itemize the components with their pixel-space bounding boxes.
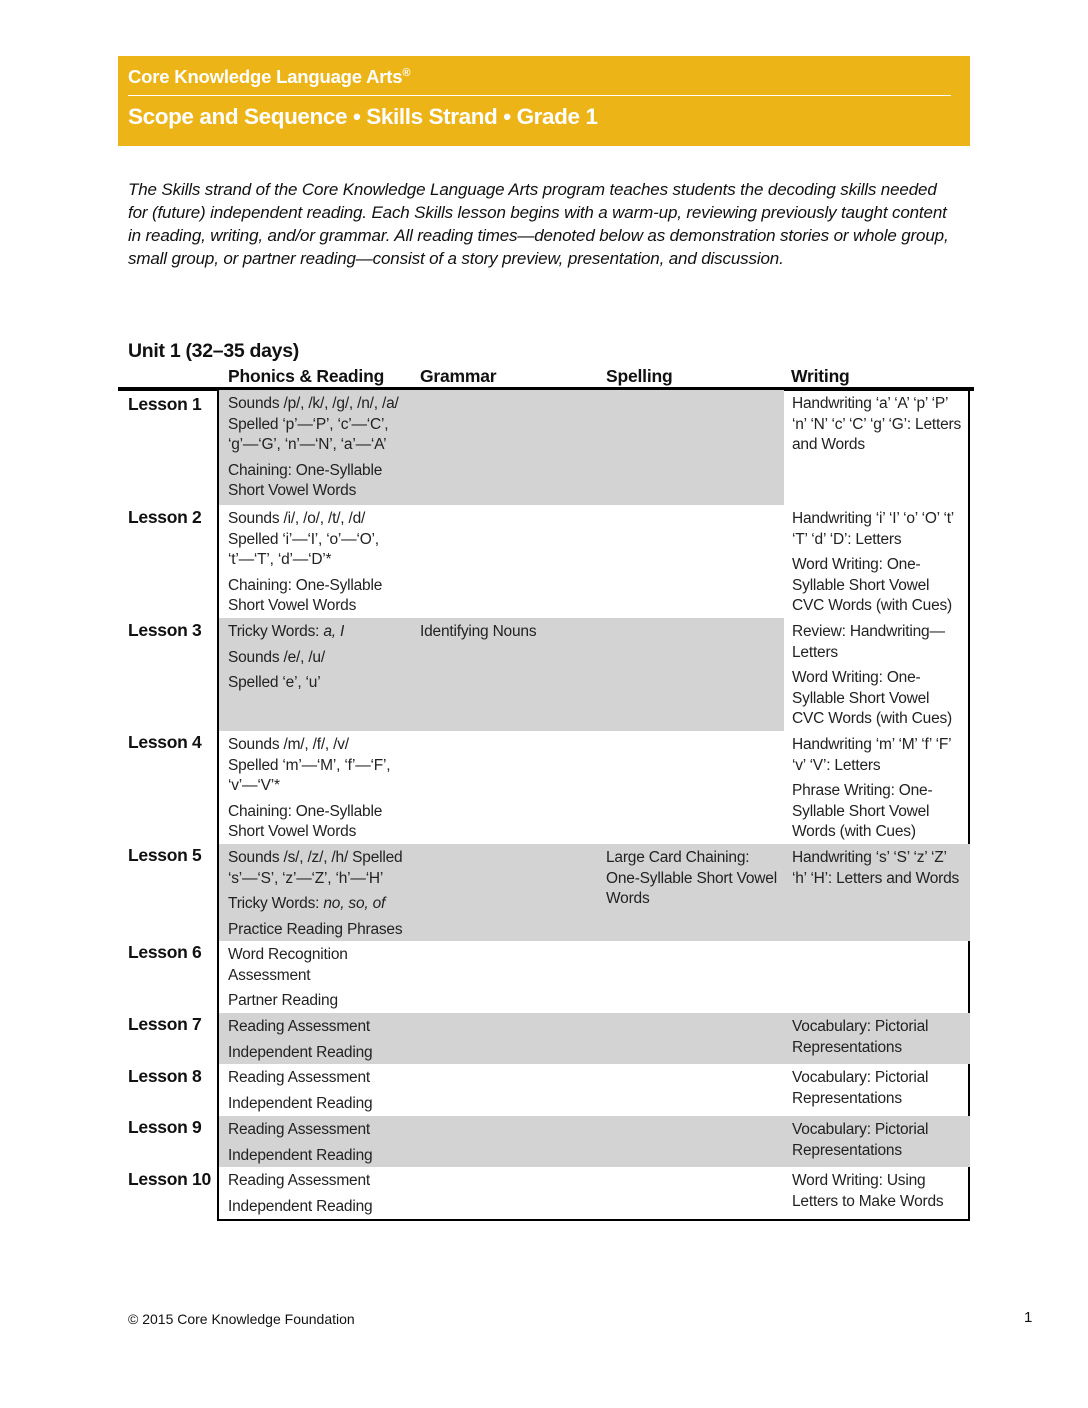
column-header-writing: Writing [791,366,850,386]
grammar-cell [409,1116,598,1167]
cell-text: Sounds /i/, /o/, /t/, /d/ Spelled ‘i’—‘I’, ‘o’—‘O’, ‘t’—‘T’, ‘d’—‘D’* [228,510,379,568]
spelling-cell [598,1167,784,1219]
phonics-cell [219,618,409,731]
grammar-cell [409,1064,598,1116]
cell-text: Reading Assessment [228,1069,371,1086]
cell-text: Independent Reading [228,1043,373,1061]
cell-text: Spelled ‘e’, ‘u’ [228,674,321,691]
phonics-cell [219,1013,409,1064]
phonics-cell [219,941,409,1013]
cell-text: Sounds /e/, /u/ [228,648,325,666]
table-row [219,941,968,1013]
cell-text: Word Writing: Using Letters to Make Words [792,1172,944,1210]
lesson-label: Lesson 4 [128,732,202,752]
cell-text: Handwriting ‘m’ ‘M’ ‘f’ ‘F’ ‘v’ ‘V’: Letters [792,736,951,774]
cell-text: Chaining: One-Syllable Short Vowel Words [228,461,383,499]
grammar-cell: Identifying Nouns [409,618,598,731]
phonics-cell [219,1167,409,1219]
cell-text: Handwriting ‘i’ ‘I’ ‘o’ ‘O’ ‘t’ ‘T’ ‘d’ ‘D’: Letters [792,510,954,548]
table-row [219,618,968,731]
table-row [219,1116,968,1167]
spelling-cell [598,1064,784,1116]
cell-text: Vocabulary: Pictorial Representations [792,1018,929,1056]
lesson-label: Lesson 2 [128,507,202,527]
grammar-cell [409,1167,598,1219]
phonics-cell [219,505,409,618]
cell-text: Sounds /p/, /k/, /g/, /n/, /a/ Spelled ‘p’—‘P’, ‘c’—‘C’, ‘g’—‘G’, ‘n’—‘N’, ‘a’—‘A’ [228,395,399,453]
phonics-cell [219,731,409,844]
footer-copyright: © 2015 Core Knowledge Foundation [128,1311,355,1327]
cell-text: Handwriting ‘s’ ‘S’ ‘z’ ‘Z’ ‘h’ ‘H’: Letters and Words [792,849,960,887]
cell-text: Reading Assessment [228,1121,371,1138]
table-row [219,844,968,941]
spelling-cell [598,618,784,731]
grammar-cell [409,1013,598,1064]
table-row [219,505,968,618]
spelling-cell [598,941,784,1013]
cell-text: Reading Assessment [228,1018,371,1035]
cell-text: Vocabulary: Pictorial Representations [792,1121,929,1159]
cell-text: Review: Handwriting—Letters [792,623,945,661]
lesson-label: Lesson 7 [128,1014,202,1034]
cell-text: Word Writing: One-Syllable Short Vowel CVC Words (with Cues) [792,556,953,614]
column-header-phonics: Phonics & Reading [228,366,385,386]
spelling-cell [598,1116,784,1167]
grammar-cell [409,390,598,505]
header-banner [118,56,970,146]
column-header-grammar: Grammar [420,366,497,386]
cell-text: Independent Reading [228,1094,373,1112]
writing-cell [784,505,970,618]
table-row [219,1013,968,1064]
lesson-label: Lesson 6 [128,942,202,962]
writing-cell [784,844,970,941]
intro-paragraph: The Skills strand of the Core Knowledge Language Arts program teaches students the decoding skills needed for (future) independent reading. Each Skills lesson begins with a warm-up, reviewing previously taught content in reading, writing, and/or grammar. All reading times—denoted below as demonstration stories or whole group, small group, or partner reading—consist of a story preview, presentation, and discussion. [128,180,949,268]
document-title: Scope and Sequence • Skills Strand • Grade 1 [128,104,598,129]
scope-sequence-table [217,390,970,1221]
column-header-spelling: Spelling [606,366,673,386]
table-row [219,1167,968,1219]
phonics-cell [219,844,409,941]
cell-text: Practice Reading Phrases [228,920,403,938]
writing-cell [784,618,970,731]
cell-text: Tricky Words: no, so, of [228,895,386,912]
writing-cell [784,1013,970,1064]
brand-name: Core Knowledge Language Arts® [128,66,411,87]
phonics-cell [219,1116,409,1167]
cell-text: Vocabulary: Pictorial Representations [792,1069,929,1107]
grammar-cell [409,505,598,618]
cell-text: Chaining: One-Syllable Short Vowel Words [228,576,383,614]
phonics-cell [219,390,409,505]
cell-text: Chaining: One-Syllable Short Vowel Words [228,802,383,840]
cell-text: Word Writing: One-Syllable Short Vowel CVC Words (with Cues) [792,669,953,727]
writing-cell [784,390,970,505]
grammar-cell [409,941,598,1013]
lesson-label: Lesson 8 [128,1066,202,1086]
page-number: 1 [1024,1309,1033,1326]
spelling-cell [598,1013,784,1064]
phonics-cell [219,1064,409,1116]
table-row [219,390,968,505]
unit-heading: Unit 1 (32–35 days) [128,340,299,362]
cell-text: Independent Reading [228,1197,373,1215]
spelling-cell [598,731,784,844]
lesson-label: Lesson 9 [128,1117,202,1137]
grammar-cell [409,731,598,844]
banner-divider [128,95,951,96]
spelling-cell [598,505,784,618]
writing-cell [784,1116,970,1167]
writing-cell [784,731,970,844]
writing-cell [784,1064,970,1116]
spelling-cell: Large Card Chaining: One-Syllable Short Vowel Words [598,844,784,941]
cell-text: Reading Assessment [228,1172,371,1189]
cell-text: Partner Reading [228,992,338,1009]
writing-cell [784,941,970,1013]
lesson-label: Lesson 5 [128,845,202,865]
grammar-cell [409,844,598,941]
cell-text: Sounds /m/, /f/, /v/ Spelled ‘m’—‘M’, ‘f’—‘F’, ‘v’—‘V’* [228,736,391,794]
cell-text: Phrase Writing: One-Syllable Short Vowel Words (with Cues) [792,782,933,840]
cell-text: Independent Reading [228,1146,373,1164]
table-row [219,1064,968,1116]
lesson-label: Lesson 1 [128,394,202,414]
cell-text: Word Recognition Assessment [228,946,348,984]
table-row [219,731,968,844]
registered-mark: ® [402,66,411,79]
writing-cell [784,1167,970,1219]
lesson-label: Lesson 10 [128,1169,211,1189]
spelling-cell [598,390,784,505]
lesson-label: Lesson 3 [128,620,202,640]
cell-text: Tricky Words: a, I [228,623,345,640]
cell-text: Sounds /s/, /z/, /h/ Spelled ‘s’—‘S’, ‘z’—‘Z’, ‘h’—‘H’ [228,849,403,887]
cell-text: Handwriting ‘a’ ‘A’ ‘p’ ‘P’ ‘n’ ‘N’ ‘c’ ‘C’ ‘g’ ‘G’: Letters and Words [792,395,962,453]
